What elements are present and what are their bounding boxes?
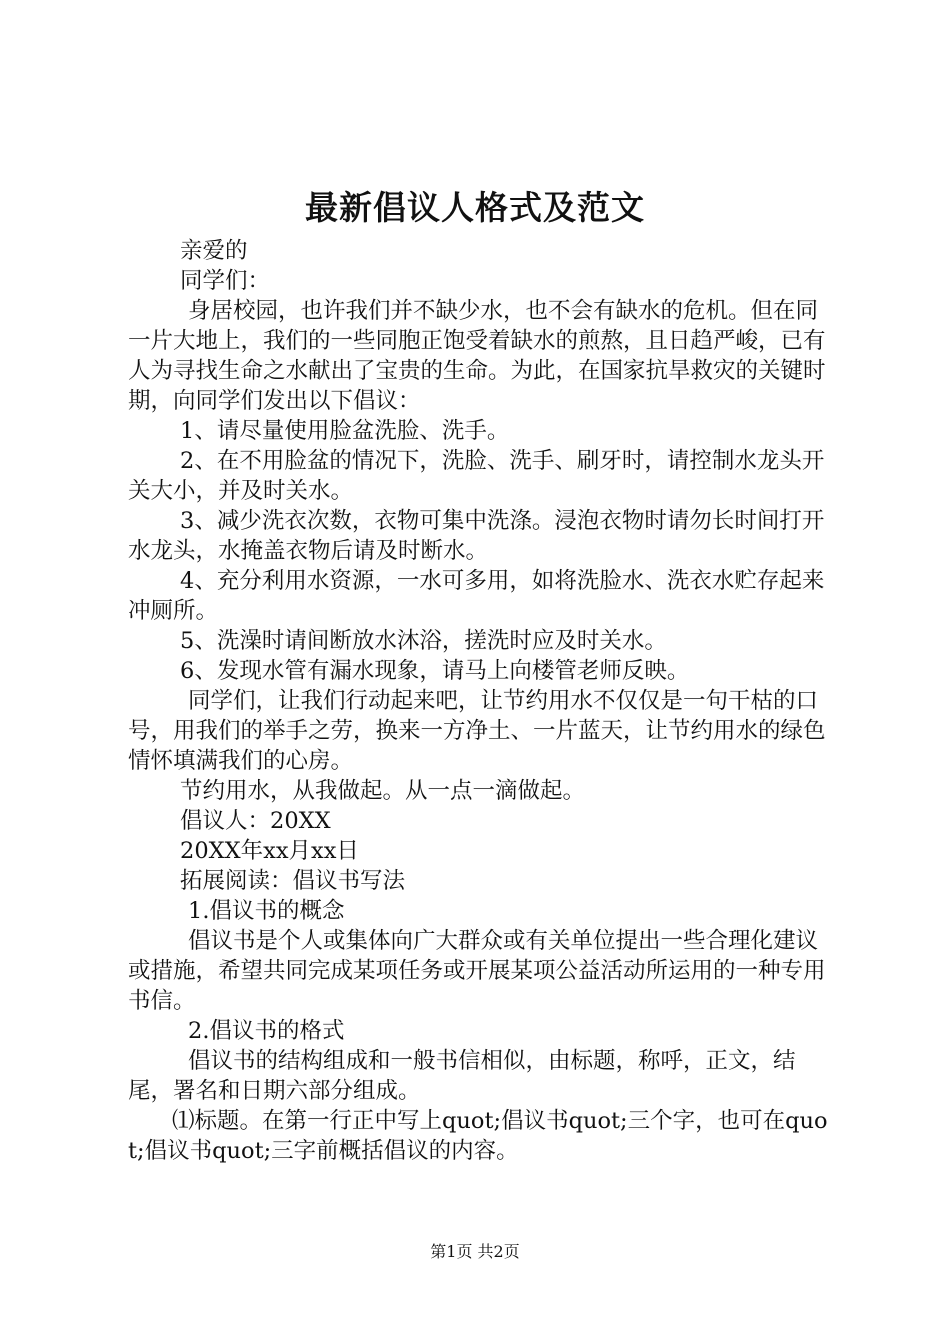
extended-reading-heading: 拓展阅读：倡议书写法 — [180, 868, 406, 894]
proposal-item-2: 2、在不用脸盆的情况下，洗脸、洗手、刷牙时，请控制水龙头开关大小，并及时关水。 — [128, 448, 825, 504]
concept-paragraph: 倡议书是个人或集体向广大群众或有关单位提出一些合理化建议或措施，希望共同完成某项任务或开展某项公益活动所运用的一种专用书信。 — [128, 928, 826, 1014]
slogan-line: 节约用水，从我做起。从一点一滴做起。 — [180, 778, 586, 804]
proposal-item-6: 6、发现水管有漏水现象，请马上向楼管老师反映。 — [180, 658, 690, 684]
date-line: 20XX年xx月xx日 — [180, 838, 359, 864]
intro-paragraph: 身居校园，也许我们并不缺少水，也不会有缺水的危机。但在同一片大地上，我们的一些同胞正饱受着缺水的煎熬，且日趋严峻，已有人为寻找生命之水献出了宝贵的生命。为此，在国家抗旱救灾的关键时期，向同学们发出以下倡议： — [128, 298, 826, 414]
section-heading-format: 2.倡议书的格式 — [188, 1018, 345, 1044]
title-rule-paragraph: ⑴标题。在第一行正中写上quot;倡议书quot;三个字，也可在quot;倡议书quot;三字前概括倡议的内容。 — [128, 1108, 828, 1164]
document-body — [128, 236, 840, 1166]
format-paragraph: 倡议书的结构组成和一般书信相似，由标题，称呼，正文，结尾，署名和日期六部分组成。 — [128, 1048, 796, 1104]
section-heading-concept: 1.倡议书的概念 — [188, 898, 345, 924]
signature-line: 倡议人：20XX — [180, 808, 331, 834]
document-title: 最新倡议人格式及范文 — [305, 188, 645, 227]
salutation-line-1: 亲爱的 — [180, 238, 248, 264]
proposal-item-4: 4、充分利用水资源，一水可多用，如将洗脸水、洗衣水贮存起来冲厕所。 — [128, 568, 825, 624]
page-footer: 第1页 共2页 — [430, 1242, 520, 1261]
salutation-line-2: 同学们： — [180, 268, 271, 294]
proposal-item-3: 3、减少洗衣次数，衣物可集中洗涤。浸泡衣物时请勿长时间打开水龙头，水掩盖衣物后请及时断水。 — [128, 508, 825, 564]
proposal-item-5: 5、洗澡时请间断放水沐浴，搓洗时应及时关水。 — [180, 628, 667, 654]
proposal-item-1: 1、请尽量使用脸盆洗脸、洗手。 — [180, 418, 510, 444]
closing-paragraph: 同学们，让我们行动起来吧，让节约用水不仅仅是一句干枯的口号，用我们的举手之劳，换来一方净土、一片蓝天，让节约用水的绿色情怀填满我们的心房。 — [128, 688, 826, 774]
